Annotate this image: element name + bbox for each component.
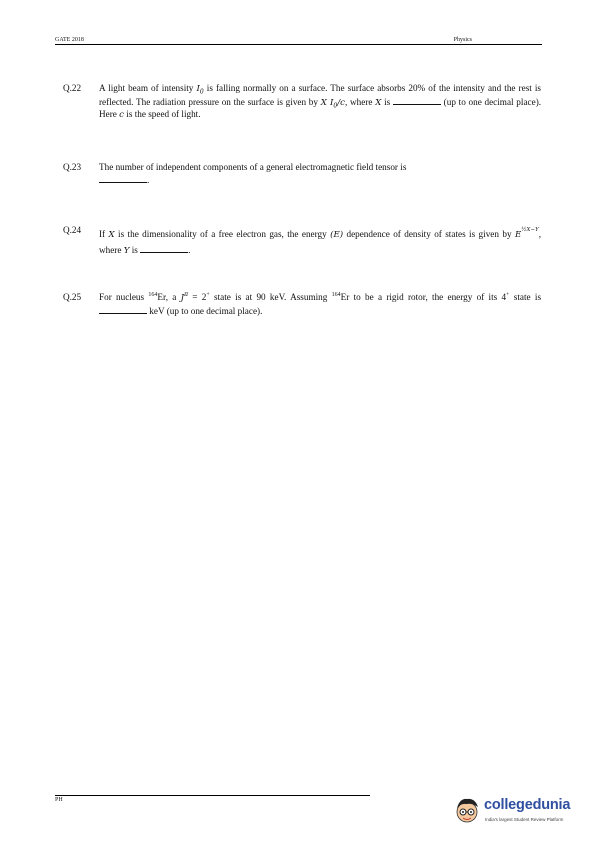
- header-rule: [55, 44, 542, 45]
- paper-code: PH: [55, 797, 63, 803]
- question-text: The number of independent components of a general electromagnetic field tensor is .: [99, 162, 407, 185]
- mascot-icon: [452, 795, 482, 825]
- question-text: A light beam of intensity $I_0$ is falling normally on a surface. The surface absorbs 20% of the intensity and the rest is reflected. The radiation pressure on the surface is given by X $I_0/c$, where X is (up to one decimal place). Here c is the speed of light.: [99, 83, 542, 120]
- question-number: Q.25: [63, 292, 82, 302]
- question-number: Q.24: [63, 225, 82, 235]
- footer-rule: [55, 795, 370, 796]
- answer-blank[interactable]: [140, 244, 188, 253]
- exam-title: GATE 2018: [55, 37, 84, 43]
- answer-blank[interactable]: [99, 305, 147, 314]
- question-text: If X is the dimensionality of a free electron gas, the energy (E) dependence of density of states is given by E½X−Y, where Y is .: [99, 227, 542, 256]
- brand-name: collegedunia: [484, 797, 571, 813]
- answer-blank[interactable]: [99, 174, 147, 183]
- answer-blank[interactable]: [393, 96, 441, 105]
- brand-tagline: India's largest Student Review Platform: [485, 817, 564, 822]
- subject-title: Physics: [453, 37, 472, 43]
- question-number: Q.22: [63, 83, 82, 93]
- question-number: Q.23: [63, 162, 82, 172]
- collegedunia-logo[interactable]: [452, 793, 590, 829]
- question-text: For nucleus $^{164}$Er, a $J^\pi = 2^+$ state is at 90 keV. Assuming $^{164}$Er to be a rigid rotor, the energy of its 4+ state is keV (up to one decimal place).: [99, 291, 542, 316]
